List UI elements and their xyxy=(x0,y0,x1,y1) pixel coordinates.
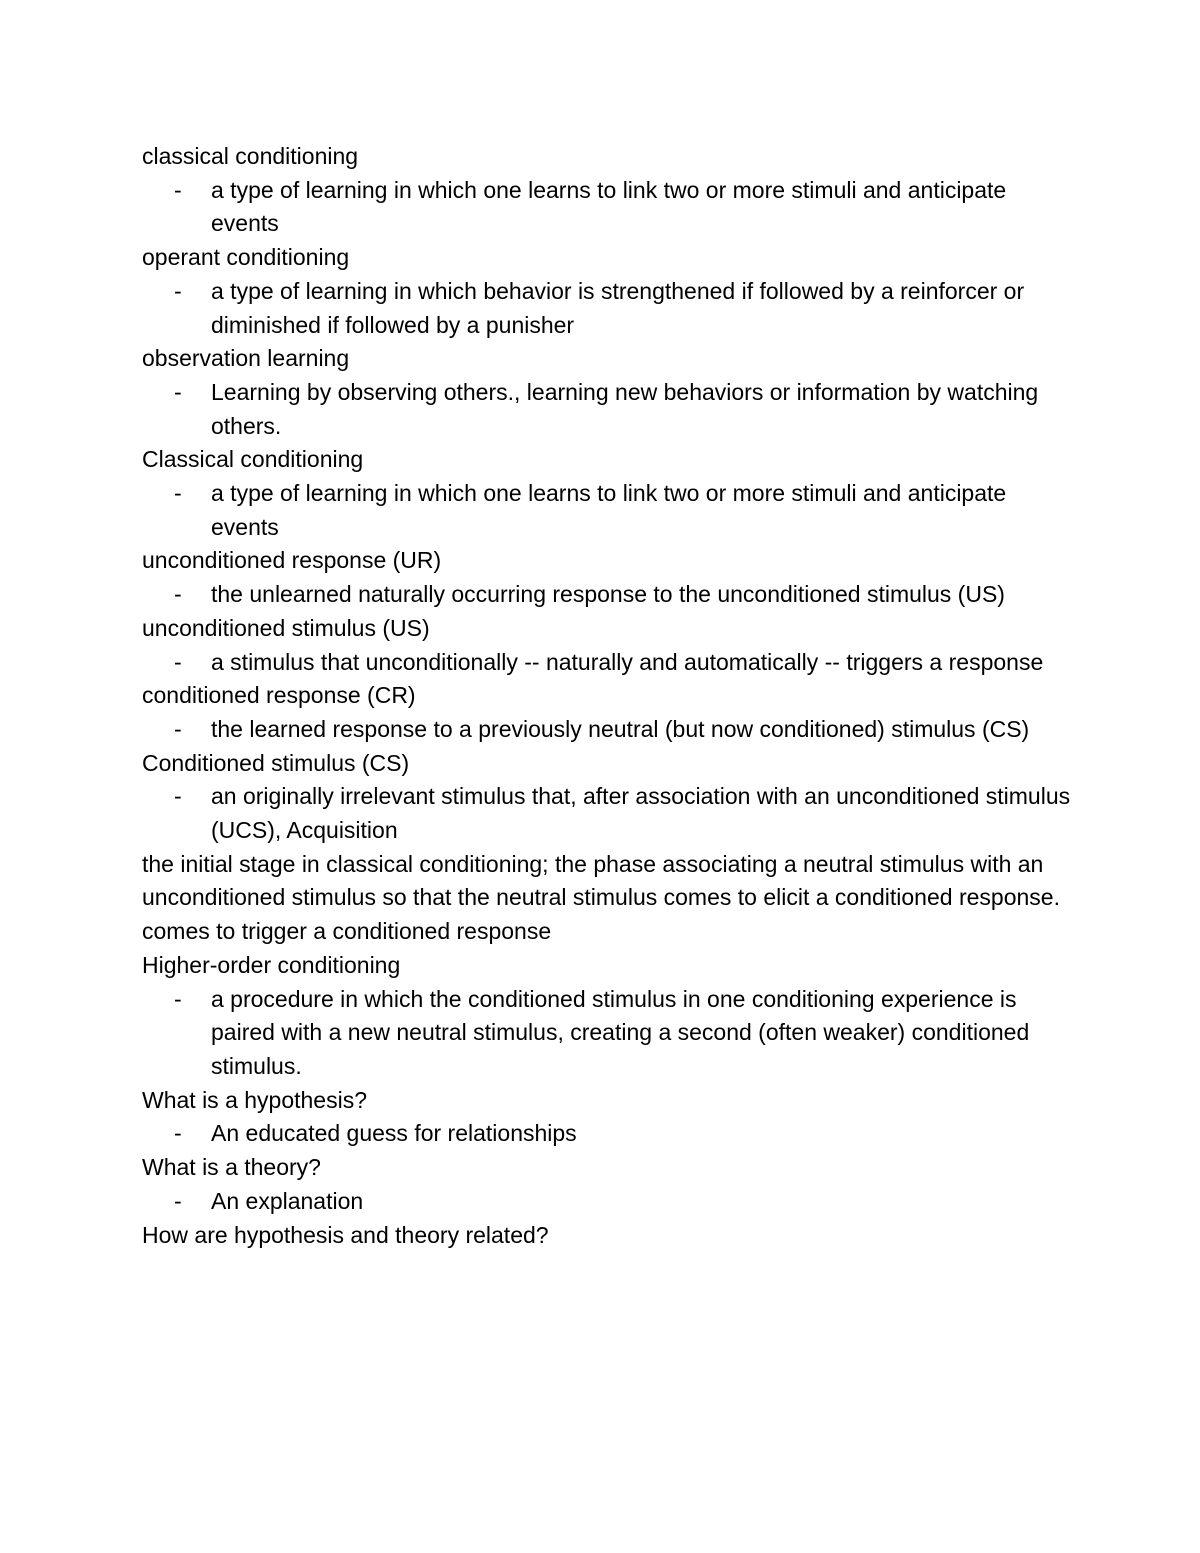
term-heading: What is a hypothesis? xyxy=(142,1086,368,1113)
definition-item xyxy=(142,174,1072,241)
definition-item xyxy=(142,578,1072,612)
dash-bullet-icon: - xyxy=(174,176,182,203)
definition-item xyxy=(142,1117,1072,1151)
definition-text: an originally irrelevant stimulus that, after association with an unconditioned stimulus (UCS), Acquisition xyxy=(211,783,1071,844)
dash-bullet-icon: - xyxy=(174,985,182,1012)
term-heading: unconditioned stimulus (US) xyxy=(142,614,430,641)
definition-list xyxy=(142,376,1072,443)
definition-text: the learned response to a previously neutral (but now conditioned) stimulus (CS) xyxy=(211,715,1030,742)
definition-item xyxy=(142,376,1072,443)
definition-text: a type of learning in which one learns to link two or more stimuli and anticipate events xyxy=(211,480,1007,540)
definition-list xyxy=(142,983,1072,1084)
term-heading: What is a theory? xyxy=(142,1154,321,1181)
definition-item xyxy=(142,1185,1072,1219)
definition-list xyxy=(142,1185,1072,1219)
definition-text: Learning by observing others., learning new behaviors or information by watching others. xyxy=(211,378,1039,439)
term-heading: Conditioned stimulus (CS) xyxy=(142,749,410,776)
definition-text: a type of learning in which one learns to link two or more stimuli and anticipate events xyxy=(211,176,1007,237)
term-heading: unconditioned response (UR) xyxy=(142,547,442,574)
definition-item xyxy=(142,275,1072,342)
dash-bullet-icon: - xyxy=(174,648,182,675)
definition-text: the unlearned naturally occurring response to the unconditioned stimulus (US) xyxy=(211,581,1005,608)
term-heading: Classical conditioning xyxy=(142,446,364,473)
definition-list xyxy=(142,578,1072,612)
definition-text: An educated guess for relationships xyxy=(211,1120,577,1147)
definition-item xyxy=(142,713,1072,747)
definition-list xyxy=(142,275,1072,342)
dash-bullet-icon: - xyxy=(174,378,182,405)
dash-bullet-icon: - xyxy=(174,783,182,810)
dash-bullet-icon: - xyxy=(174,1187,182,1214)
definition-item xyxy=(142,646,1072,680)
definition-list xyxy=(142,646,1072,680)
dash-bullet-icon: - xyxy=(174,1120,182,1147)
dash-bullet-icon: - xyxy=(174,715,182,742)
definition-text: An explanation xyxy=(211,1187,364,1214)
definition-text: a procedure in which the conditioned stimulus in one conditioning experience is paired with a new neutral stimulus, creating a second (often weaker) conditioned stimulus. xyxy=(211,985,1030,1079)
term-heading: observation learning xyxy=(142,345,350,372)
document-body xyxy=(142,140,1072,1252)
dash-bullet-icon: - xyxy=(174,277,182,304)
dash-bullet-icon: - xyxy=(174,480,182,507)
dash-bullet-icon: - xyxy=(174,581,182,608)
definition-text: a stimulus that unconditionally -- naturally and automatically -- triggers a response xyxy=(211,648,1044,675)
definition-text: a type of learning in which behavior is strengthened if followed by a reinforcer or diminished if followed by a punisher xyxy=(211,277,1025,338)
body-paragraph: comes to trigger a conditioned response xyxy=(142,918,552,945)
definition-list xyxy=(142,1117,1072,1151)
term-heading: classical conditioning xyxy=(142,143,359,169)
definition-item xyxy=(142,983,1072,1084)
body-paragraph: How are hypothesis and theory related? xyxy=(142,1221,549,1248)
definition-list xyxy=(142,780,1072,847)
body-paragraph: the initial stage in classical conditioning; the phase associating a neutral stimulus with an unconditioned stimulus so that the neutral stimulus comes to elicit a conditioned response. xyxy=(142,850,1060,911)
definition-item xyxy=(142,780,1072,847)
term-heading: Higher-order conditioning xyxy=(142,951,401,978)
term-heading: conditioned response (CR) xyxy=(142,682,416,709)
definition-list xyxy=(142,713,1072,747)
definition-list xyxy=(142,174,1072,241)
definition-item xyxy=(142,477,1072,544)
definition-list xyxy=(142,477,1072,544)
term-heading: operant conditioning xyxy=(142,244,350,271)
